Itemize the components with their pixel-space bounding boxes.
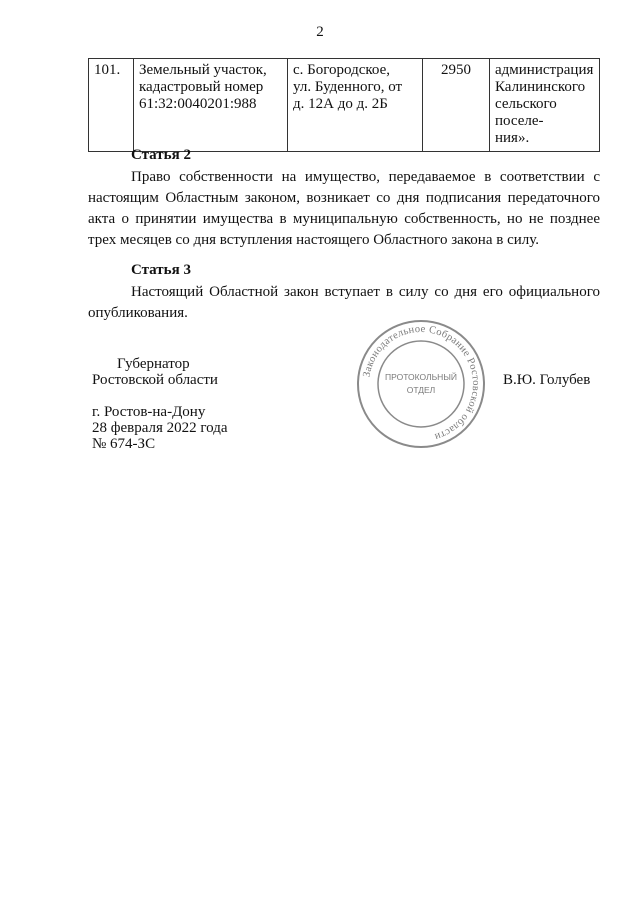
page-number: 2 [316, 24, 324, 40]
row-number: 101. [89, 59, 134, 152]
article-3-heading: Статья 3 [131, 262, 191, 278]
property-area-cell: 2950 [423, 59, 490, 152]
property-name-line: кадастровый номер [139, 79, 264, 95]
article-3-line: опубликования. [88, 305, 188, 321]
footer-number: № 674-ЗС [92, 436, 156, 452]
stamp-center-line2: ОТДЕЛ [406, 385, 436, 395]
article-2-line: Право собственности на имущество, передаваемое в соответствии с [131, 169, 600, 185]
property-address-line: д. 12А до д. 2Б [293, 96, 388, 112]
signer-name: В.Ю. Голубев [503, 372, 591, 388]
article-2-line: настоящим Областным законом, возникает со дня подписания передаточного [88, 190, 600, 206]
stamp-ring-text: Законодательное Собрание Ростовской области [361, 323, 482, 443]
property-name-cell [134, 59, 288, 152]
signer-title-line2: Ростовской области [92, 372, 218, 388]
article-2-heading: Статья 2 [131, 147, 191, 163]
article-2-line: акта о принятии имущества в муниципальную собственность, но не позднее [88, 211, 600, 227]
footer-date: 28 февраля 2022 года [92, 420, 228, 436]
stamp-center-line1: ПРОТОКОЛЬНЫЙ [385, 372, 457, 382]
property-name-line: 61:32:0040201:988 [139, 96, 257, 112]
official-stamp [355, 318, 487, 450]
article-2-text [88, 167, 600, 251]
property-holder-line: сельского поселе- [495, 96, 557, 129]
table-row [89, 59, 600, 152]
property-name-line: Земельный участок, [139, 62, 267, 78]
property-address-line: с. Богородское, [293, 62, 391, 78]
signer-title-line1: Губернатор [117, 356, 190, 372]
article-3-line: Настоящий Областной закон вступает в силу со дня его официального [131, 284, 600, 300]
property-holder-line: Калининского [495, 79, 586, 95]
property-table [88, 58, 600, 152]
property-address-line: ул. Буденного, от [293, 79, 403, 95]
article-2-line: трех месяцев со дня вступления настоящего Областного закона в силу. [88, 232, 539, 248]
footer-city: г. Ростов-на-Дону [92, 404, 206, 420]
property-holder-cell [490, 59, 600, 152]
property-address-cell [288, 59, 423, 152]
article-3-text [88, 282, 600, 324]
property-holder-line: администрация [495, 62, 594, 78]
property-holder-line: ния». [495, 130, 530, 146]
